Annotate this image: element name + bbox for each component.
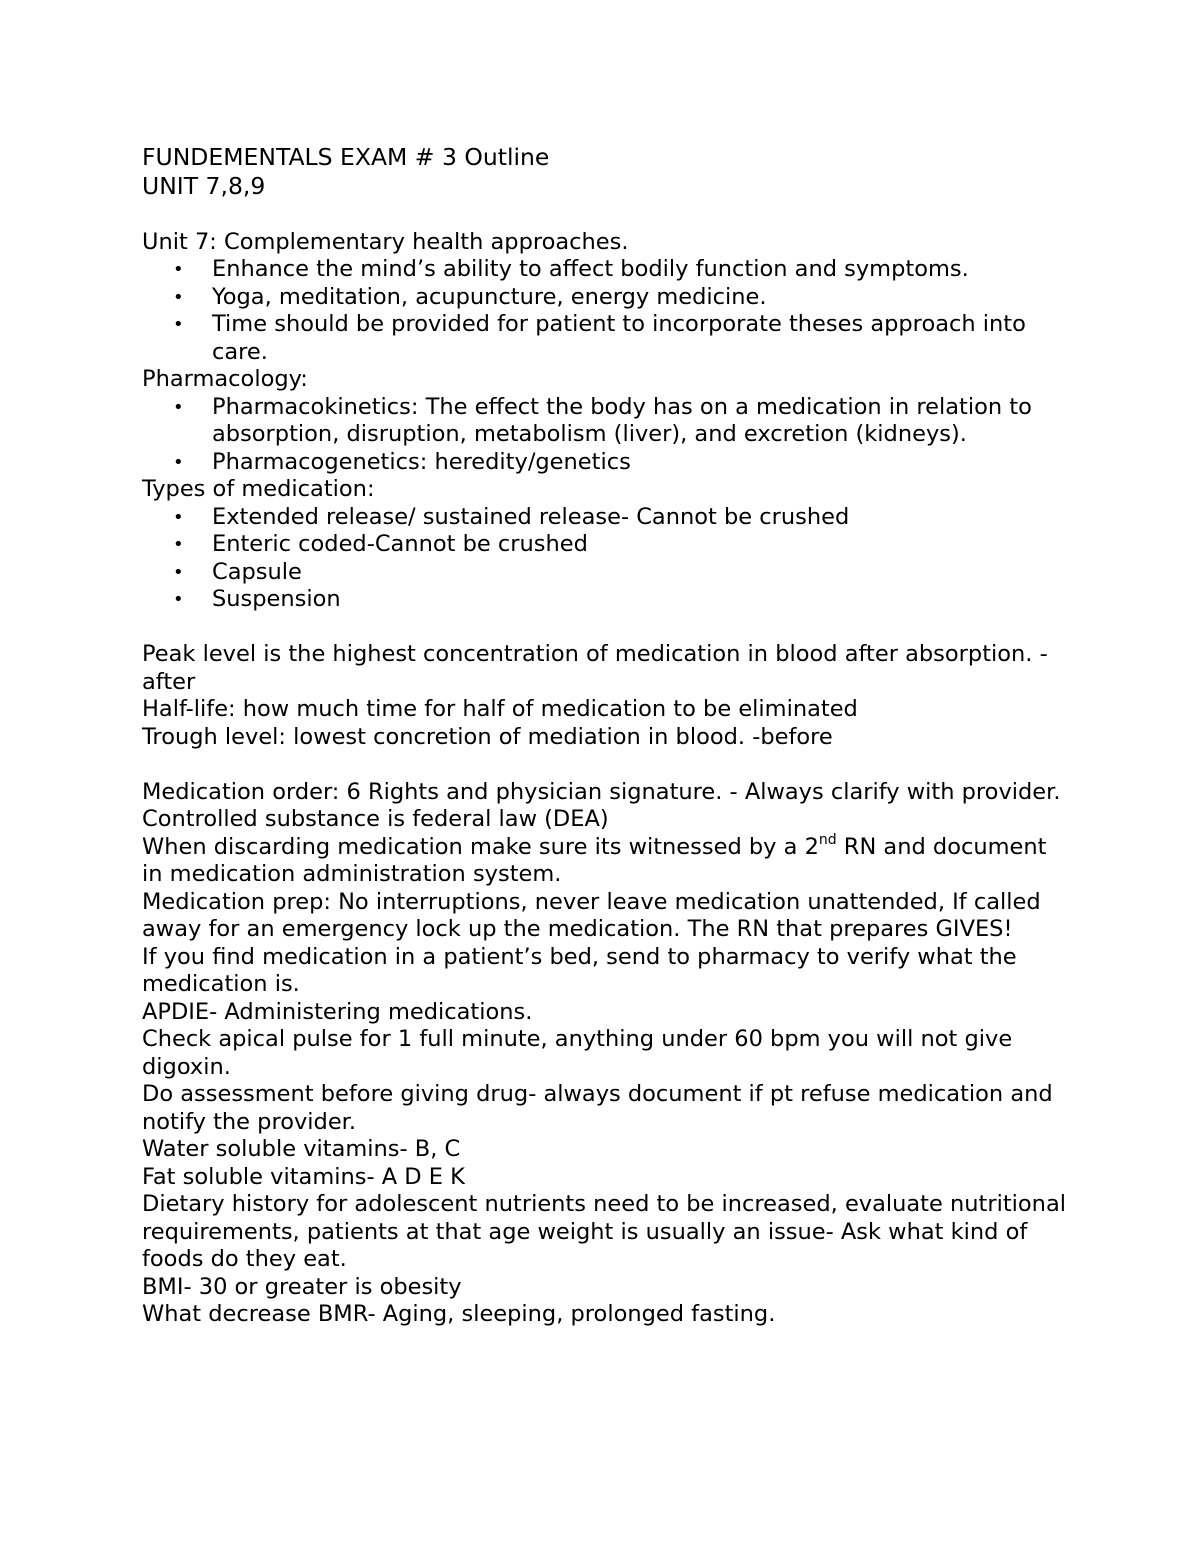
- bullet-icon: •: [173, 259, 184, 280]
- unit7-heading: Unit 7: Complementary health approaches.: [142, 228, 629, 255]
- list-item: • Time should be provided for patient to incorporate theses approach into care.: [173, 311, 1026, 365]
- list-item: • Extended release/ sustained release- Cannot be crushed: [173, 503, 850, 530]
- types-list: [142, 504, 1072, 614]
- spacer: [142, 614, 1072, 642]
- document-subtitle: UNIT 7,8,9: [142, 172, 266, 200]
- list-item: • Enhance the mind’s ability to affect bodily function and symptoms.: [173, 256, 969, 282]
- bullet-icon: •: [173, 589, 184, 610]
- unit7-list: [142, 256, 1072, 366]
- pharmacology-heading: Pharmacology:: [142, 366, 308, 392]
- superscript: nd: [818, 831, 837, 848]
- spacer: [142, 201, 1072, 229]
- water-soluble-text: Water soluble vitamins- B, C: [142, 1136, 461, 1162]
- list-item: • Pharmacogenetics: heredity/genetics: [173, 448, 631, 475]
- dietary-history-text: Dietary history for adolescent nutrients need to be increased, evaluate nutritional requirements, patients at that age weight is usually an issue- Ask what kind of foods do they eat.: [142, 1191, 1066, 1272]
- apdie-text: APDIE- Administering medications.: [142, 998, 533, 1025]
- assessment-text: Do assessment before giving drug- always document if pt refuse medication and notify the provider.: [142, 1081, 1053, 1135]
- list-item: • Pharmacokinetics: The effect the body has on a medication in relation to absorption, disruption, metabolism (liver), and excretion (kidneys).: [173, 393, 1032, 447]
- bullet-icon: •: [173, 534, 184, 555]
- fat-soluble-text: Fat soluble vitamins- A D E K: [142, 1163, 465, 1190]
- bmi-text: BMI- 30 or greater is obesity: [142, 1273, 462, 1300]
- controlled-substance-text: Controlled substance is federal law (DEA): [142, 806, 609, 832]
- bullet-icon: •: [173, 314, 184, 335]
- found-medication-text: If you find medication in a patient’s bed, send to pharmacy to verify what the medication is.: [142, 943, 1017, 997]
- bullet-icon: •: [173, 396, 184, 418]
- medication-prep-text: Medication prep: No interruptions, never leave medication unattended, If called away for an emergency lock up the medication. The RN that prepares GIVES!: [142, 888, 1041, 942]
- pharmacology-list: [142, 394, 1072, 477]
- apical-pulse-text: Check apical pulse for 1 full minute, anything under 60 bpm you will not give digoxin.: [142, 1026, 1013, 1080]
- discarding-text: When discarding medication make sure its witnessed by a 2nd RN and document in medication administration system.: [142, 831, 1047, 887]
- trough-level-text: Trough level: lowest concretion of mediation in blood. -before: [142, 723, 833, 750]
- list-item: • Suspension: [173, 586, 341, 612]
- spacer: [142, 751, 1072, 779]
- bmr-text: What decrease BMR- Aging, sleeping, prolonged fasting.: [142, 1301, 776, 1327]
- bullet-icon: •: [173, 506, 184, 528]
- peak-level-text: Peak level is the highest concentration of medication in blood after absorption. -after: [142, 641, 1048, 695]
- bullet-icon: •: [173, 561, 184, 583]
- document-title: FUNDEMENTALS EXAM # 3 Outline: [142, 143, 550, 171]
- bullet-icon: •: [173, 286, 184, 308]
- types-heading: Types of medication:: [142, 476, 375, 502]
- list-item: • Enteric coded-Cannot be crushed: [173, 531, 588, 557]
- half-life-text: Half-life: how much time for half of medication to be eliminated: [142, 696, 858, 722]
- medication-order-text: Medication order: 6 Rights and physician signature. - Always clarify with provider.: [142, 778, 1061, 805]
- bullet-icon: •: [173, 451, 184, 473]
- list-item: • Capsule: [173, 558, 302, 585]
- list-item: • Yoga, meditation, acupuncture, energy medicine.: [173, 283, 767, 310]
- document-content: [142, 143, 1072, 1329]
